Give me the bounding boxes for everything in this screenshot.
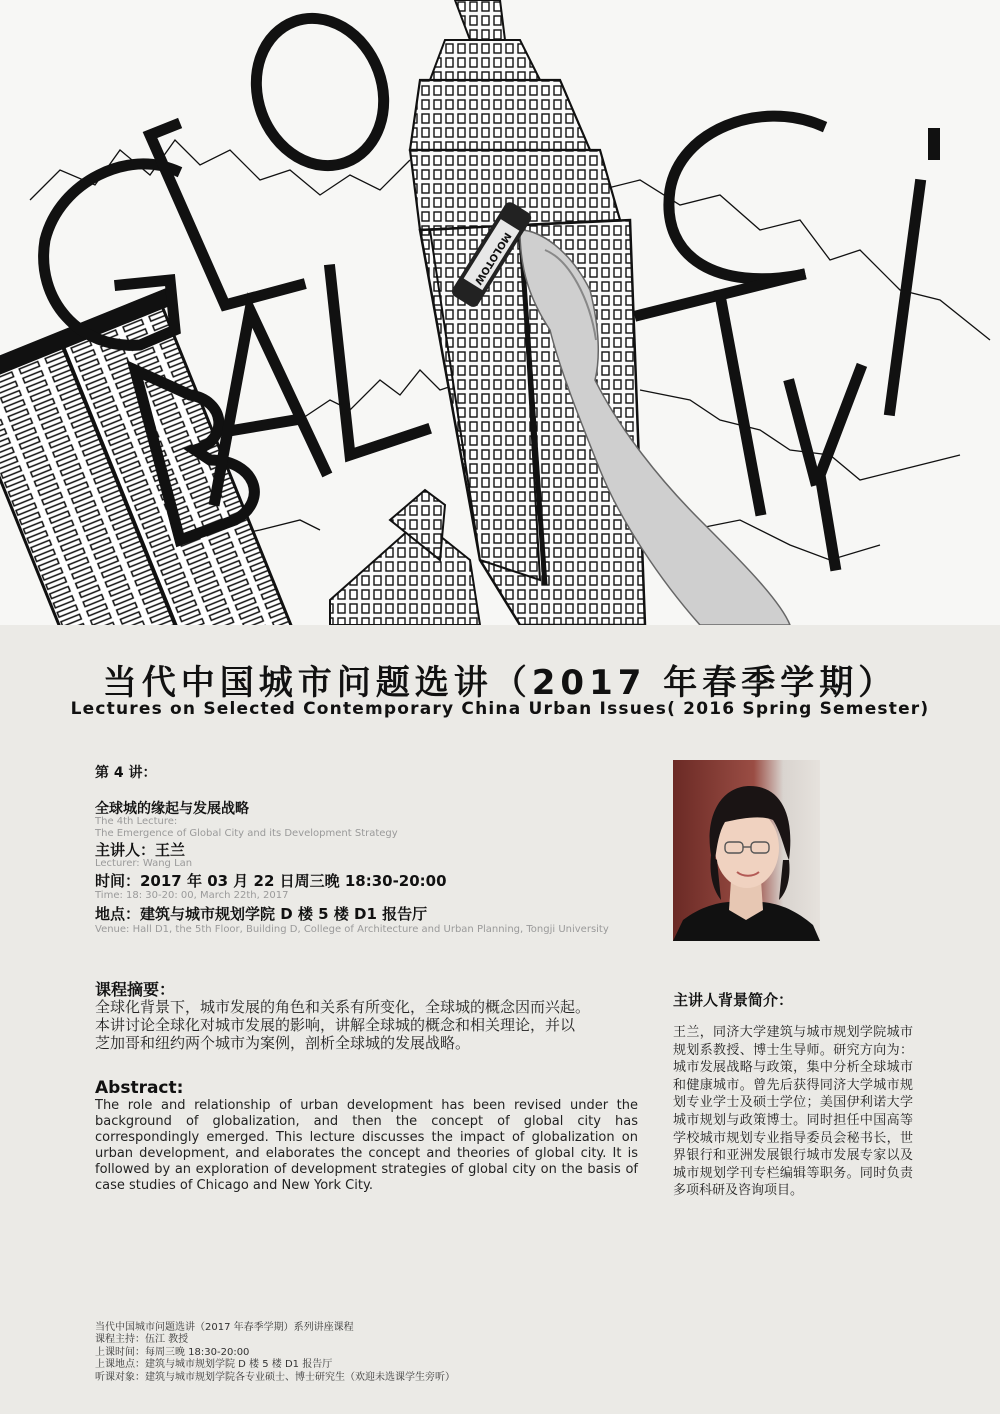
lecture-number: 第 4 讲： bbox=[95, 765, 157, 781]
summary-line: 全球化背景下，城市发展的角色和关系有所变化，全球城的概念因而兴起。 bbox=[95, 998, 591, 1016]
footer-line: 听课对象：建筑与城市规划学院各专业硕士、博士研究生（欢迎未选课学生旁听） bbox=[95, 1371, 455, 1383]
summary-line: 本讲讨论全球化对城市发展的影响，讲解全球城的概念和相关理论，并以 bbox=[95, 1016, 576, 1034]
venue-cn: 地点：建筑与城市规划学院 D 楼 5 楼 D1 报告厅 bbox=[95, 905, 428, 923]
time-cn: 时间：2017 年 03 月 22 日周三晚 18:30-20:00 bbox=[95, 872, 447, 890]
marker-brand-text: MOLOTOW bbox=[471, 230, 513, 287]
footer-line: 上课地点：建筑与城市规划学院 D 楼 5 楼 D1 报告厅 bbox=[95, 1359, 333, 1371]
lecture-topic-cn: 全球城的缘起与发展战略 bbox=[95, 801, 249, 817]
abstract-body: The role and relationship of urban development has been revised under the background of globalization, and then the concept of global city has correspondingly emerged. This lecture discusses the impact of globalization on urban development, and elaborates the concept and theories of global city. It is followed by an exploration of development strategies of global city on the basis of case studies of Chicago and New York City. bbox=[95, 1098, 638, 1193]
time-en: Time: 18: 30-20: 00, March 22th, 2017 bbox=[95, 890, 289, 901]
title-english: Lectures on Selected Contemporary China Urban Issues( 2016 Spring Semester) bbox=[70, 699, 930, 719]
skyscraper bbox=[410, 0, 645, 625]
lecturer-en: Lecturer: Wang Lan bbox=[95, 858, 193, 869]
lecture-topic-en-1: The 4th Lecture: bbox=[95, 816, 178, 827]
speaker-bio-heading: 主讲人背景简介： bbox=[673, 991, 794, 1009]
speaker-bio: 王兰，同济大学建筑与城市规划学院城市规划系教授、博士生导师。研究方向为：城市发展战略与政策，集中分析全球城市和健康城市。曾先后获得同济大学城市规划专业学士及硕士学位；美国伊利诺大学城市规划与政策博士。同时担任中国高等学校城市规划专业指导委员会秘书长，世界银行和亚洲发展银行城市发展专家以及城市规划学刊专栏编辑等职务。同时负责多项科研及咨询项目。 bbox=[673, 1025, 913, 1199]
lecture-topic-en-2: The Emergence of Global City and its Development Strategy bbox=[95, 828, 398, 839]
hero-illustration bbox=[0, 0, 1000, 625]
abstract-heading: Abstract: bbox=[95, 1078, 184, 1098]
summary-body-cn bbox=[95, 998, 655, 1052]
lecturer-cn: 主讲人：王兰 bbox=[95, 841, 186, 859]
small-building bbox=[330, 490, 480, 625]
speaker-photo bbox=[673, 760, 820, 941]
footer-line: 上课时间：每周三晚 18:30-20:00 bbox=[95, 1346, 250, 1358]
course-footer bbox=[95, 1322, 455, 1384]
city-lettering bbox=[640, 116, 940, 565]
venue-en: Venue: Hall D1, the 5th Floor, Building D, College of Architecture and Urban Planning, Tongji University bbox=[95, 924, 609, 935]
title-chinese: 当代中国城市问题选讲（2017 年春季学期） bbox=[102, 663, 898, 703]
summary-line: 芝加哥和纽约两个城市为案例，剖析全球城的发展战略。 bbox=[95, 1034, 471, 1052]
summary-heading-cn: 课程摘要： bbox=[95, 980, 176, 999]
footer-line: 当代中国城市问题选讲（2017 年春季学期）系列讲座课程 bbox=[95, 1322, 354, 1333]
footer-line: 课程主持：伍江 教授 bbox=[95, 1334, 189, 1346]
